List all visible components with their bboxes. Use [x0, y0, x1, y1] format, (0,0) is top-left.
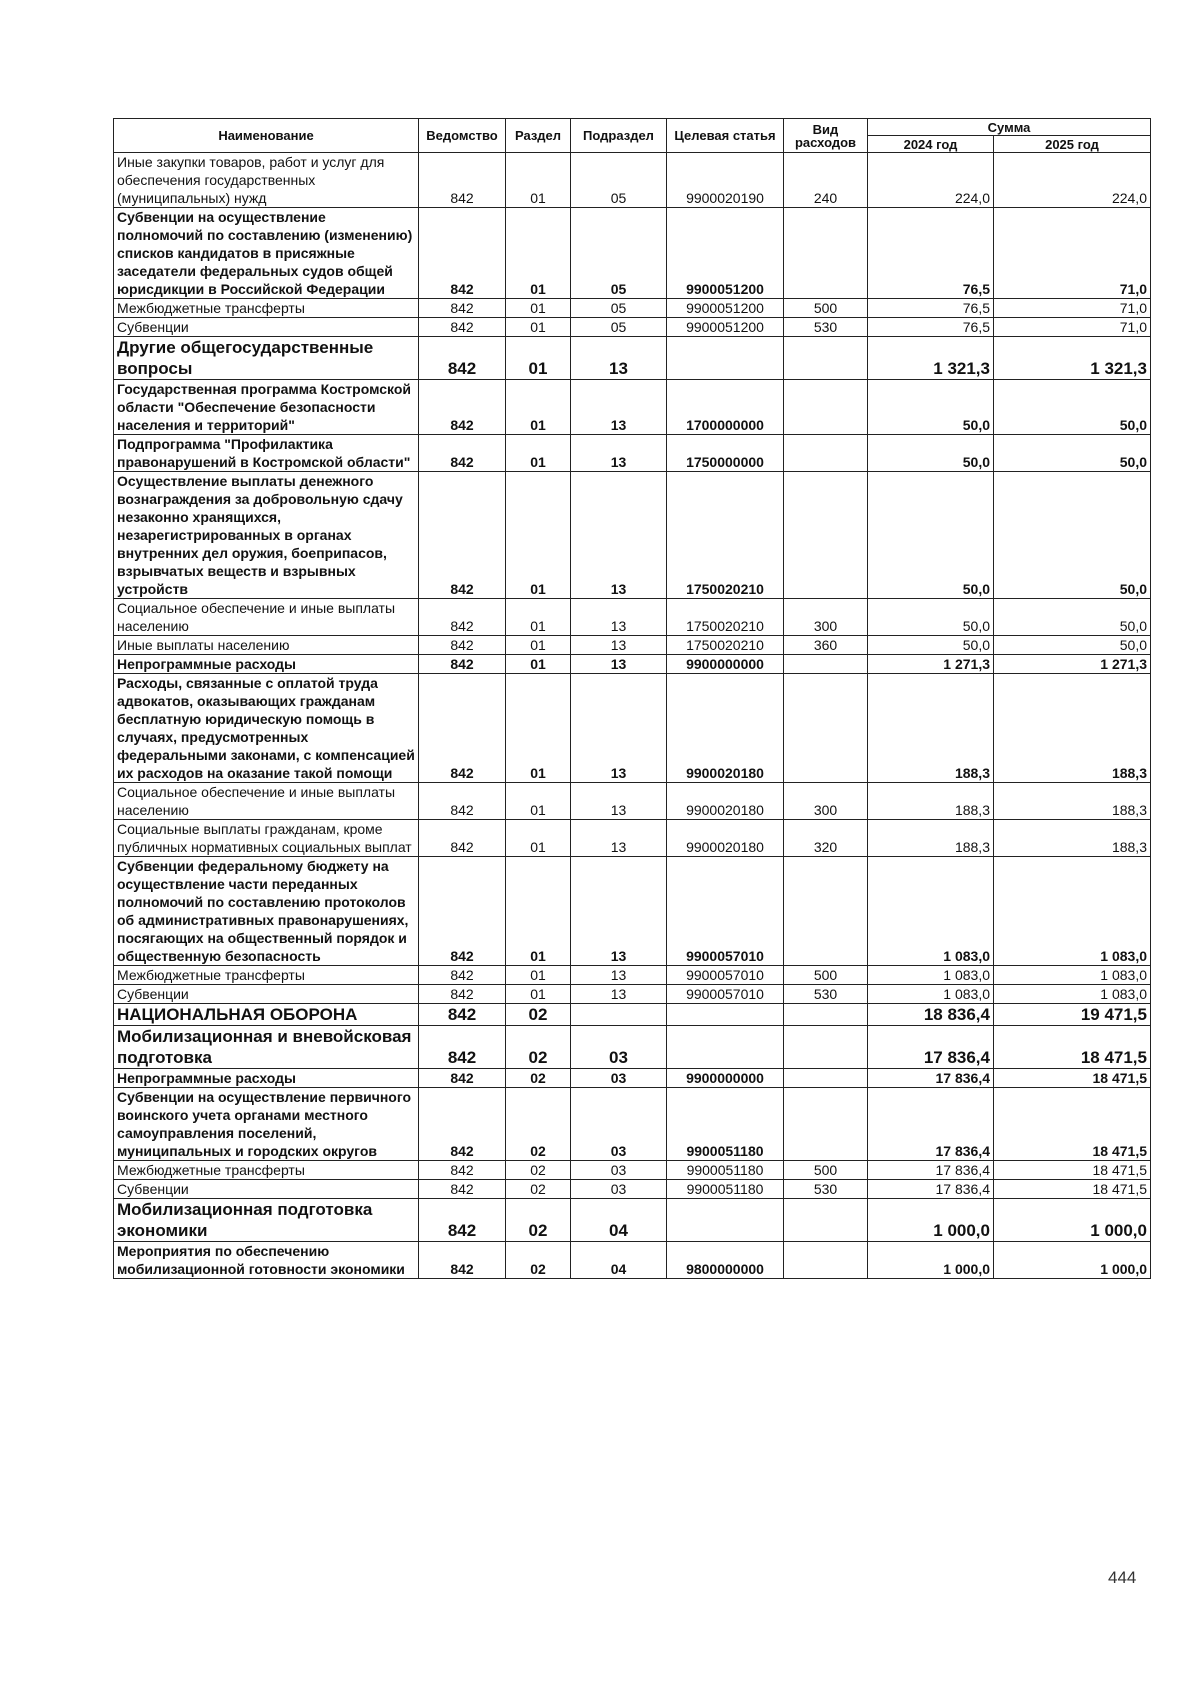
cell-razdel: 01	[506, 820, 571, 857]
cell-podrazdel: 05	[571, 208, 667, 299]
cell-sum-2024: 1 083,0	[868, 985, 994, 1004]
cell-vid-rashodov: 300	[784, 783, 868, 820]
cell-sum-2024: 50,0	[868, 599, 994, 636]
cell-name: Социальные выплаты гражданам, кроме публичных нормативных социальных выплат	[114, 820, 419, 857]
table-row	[114, 337, 1151, 380]
cell-sum-2025: 71,0	[994, 318, 1151, 337]
cell-name: Мобилизационная подготовка экономики	[114, 1199, 419, 1242]
cell-sum-2025: 50,0	[994, 472, 1151, 599]
cell-podrazdel: 05	[571, 299, 667, 318]
table-row	[114, 857, 1151, 966]
cell-sum-2024: 76,5	[868, 208, 994, 299]
cell-sum-2024: 188,3	[868, 783, 994, 820]
cell-vid-rashodov: 530	[784, 318, 868, 337]
cell-sum-2025: 50,0	[994, 380, 1151, 435]
cell-name: Мобилизационная и вневойсковая подготовка	[114, 1026, 419, 1069]
cell-name: Социальное обеспечение и иные выплаты населению	[114, 783, 419, 820]
cell-name: Межбюджетные трансферты	[114, 299, 419, 318]
cell-podrazdel: 13	[571, 655, 667, 674]
cell-podrazdel: 13	[571, 820, 667, 857]
header-vedomstvo: Ведомство	[419, 119, 506, 153]
header-celevaya-statya: Целевая статья	[667, 119, 784, 153]
cell-podrazdel: 13	[571, 674, 667, 783]
cell-sum-2025: 71,0	[994, 299, 1151, 318]
cell-podrazdel: 13	[571, 337, 667, 380]
header-year-2024: 2024 год	[868, 136, 994, 153]
table-row	[114, 985, 1151, 1004]
header-podrazdel: Подраздел	[571, 119, 667, 153]
cell-sum-2024: 1 000,0	[868, 1199, 994, 1242]
table-row	[114, 435, 1151, 472]
cell-name: Субвенции	[114, 318, 419, 337]
cell-vedomstvo: 842	[419, 1242, 506, 1279]
cell-name: Мероприятия по обеспечению мобилизационной готовности экономики	[114, 1242, 419, 1279]
cell-vid-rashodov: 320	[784, 820, 868, 857]
cell-celevaya-statya: 9900051200	[667, 318, 784, 337]
cell-vid-rashodov	[784, 1026, 868, 1069]
table-row	[114, 783, 1151, 820]
cell-sum-2024: 1 083,0	[868, 966, 994, 985]
cell-celevaya-statya: 9900057010	[667, 966, 784, 985]
cell-vedomstvo: 842	[419, 1199, 506, 1242]
cell-sum-2024: 76,5	[868, 299, 994, 318]
cell-vedomstvo: 842	[419, 153, 506, 208]
table-row	[114, 1026, 1151, 1069]
cell-vid-rashodov	[784, 1199, 868, 1242]
cell-podrazdel: 03	[571, 1180, 667, 1199]
cell-celevaya-statya: 1750000000	[667, 435, 784, 472]
cell-sum-2024: 50,0	[868, 435, 994, 472]
table-row	[114, 318, 1151, 337]
cell-name: Иные закупки товаров, работ и услуг для обеспечения государственных (муниципальных) нужд	[114, 153, 419, 208]
cell-vid-rashodov: 300	[784, 599, 868, 636]
cell-vedomstvo: 842	[419, 1088, 506, 1161]
budget-table	[113, 118, 1151, 1279]
table-row	[114, 380, 1151, 435]
cell-razdel: 01	[506, 599, 571, 636]
cell-celevaya-statya: 9900051180	[667, 1180, 784, 1199]
cell-podrazdel: 04	[571, 1199, 667, 1242]
cell-razdel: 01	[506, 966, 571, 985]
cell-sum-2024: 188,3	[868, 820, 994, 857]
cell-vedomstvo: 842	[419, 783, 506, 820]
cell-vid-rashodov: 500	[784, 1161, 868, 1180]
cell-razdel: 01	[506, 636, 571, 655]
cell-sum-2025: 18 471,5	[994, 1026, 1151, 1069]
cell-name: Государственная программа Костромской области "Обеспечение безопасности населения и территорий"	[114, 380, 419, 435]
cell-sum-2024: 17 836,4	[868, 1161, 994, 1180]
header-year-2025: 2025 год	[994, 136, 1151, 153]
cell-sum-2025: 71,0	[994, 208, 1151, 299]
cell-sum-2024: 50,0	[868, 636, 994, 655]
cell-razdel: 02	[506, 1199, 571, 1242]
cell-sum-2025: 50,0	[994, 599, 1151, 636]
cell-name: Субвенции на осуществление первичного воинского учета органами местного самоуправления поселений, муниципальных и городских округов	[114, 1088, 419, 1161]
cell-razdel: 01	[506, 783, 571, 820]
cell-razdel: 01	[506, 318, 571, 337]
cell-vid-rashodov	[784, 1004, 868, 1026]
cell-sum-2024: 17 836,4	[868, 1180, 994, 1199]
cell-razdel: 01	[506, 655, 571, 674]
cell-sum-2024: 1 271,3	[868, 655, 994, 674]
cell-podrazdel: 03	[571, 1026, 667, 1069]
cell-vid-rashodov	[784, 655, 868, 674]
cell-name: Иные выплаты населению	[114, 636, 419, 655]
cell-vedomstvo: 842	[419, 208, 506, 299]
cell-name: Субвенции федеральному бюджету на осуществление части переданных полномочий по составлению протоколов об административных правонарушениях, посягающих на общественный порядок и общественную безопасность	[114, 857, 419, 966]
cell-sum-2024: 17 836,4	[868, 1069, 994, 1088]
cell-razdel: 01	[506, 472, 571, 599]
cell-vedomstvo: 842	[419, 1180, 506, 1199]
cell-sum-2024: 1 083,0	[868, 857, 994, 966]
cell-name: Расходы, связанные с оплатой труда адвокатов, оказывающих гражданам бесплатную юридическую помощь в случаях, предусмотренных федеральными законами, с компенсацией их расходов на оказание такой помощи	[114, 674, 419, 783]
cell-celevaya-statya: 9900020180	[667, 674, 784, 783]
cell-vid-rashodov	[784, 472, 868, 599]
cell-vedomstvo: 842	[419, 636, 506, 655]
cell-name: Непрограммные расходы	[114, 655, 419, 674]
cell-podrazdel: 03	[571, 1088, 667, 1161]
cell-razdel: 01	[506, 674, 571, 783]
cell-sum-2025: 1 321,3	[994, 337, 1151, 380]
cell-vid-rashodov: 530	[784, 985, 868, 1004]
cell-razdel: 01	[506, 435, 571, 472]
cell-podrazdel: 04	[571, 1242, 667, 1279]
cell-podrazdel: 05	[571, 153, 667, 208]
cell-name: Непрограммные расходы	[114, 1069, 419, 1088]
table-row	[114, 636, 1151, 655]
cell-vid-rashodov	[784, 435, 868, 472]
cell-vedomstvo: 842	[419, 655, 506, 674]
cell-celevaya-statya: 9900057010	[667, 857, 784, 966]
cell-celevaya-statya: 1750020210	[667, 472, 784, 599]
cell-vedomstvo: 842	[419, 1026, 506, 1069]
table-row	[114, 1199, 1151, 1242]
cell-sum-2025: 1 000,0	[994, 1242, 1151, 1279]
cell-sum-2024: 1 321,3	[868, 337, 994, 380]
cell-vedomstvo: 842	[419, 857, 506, 966]
cell-vid-rashodov	[784, 1088, 868, 1161]
cell-celevaya-statya: 9900051200	[667, 208, 784, 299]
cell-name: Межбюджетные трансферты	[114, 966, 419, 985]
cell-podrazdel	[571, 1004, 667, 1026]
cell-vid-rashodov	[784, 674, 868, 783]
table-row	[114, 599, 1151, 636]
cell-podrazdel: 13	[571, 599, 667, 636]
cell-sum-2025: 188,3	[994, 783, 1151, 820]
cell-razdel: 02	[506, 1180, 571, 1199]
table-header	[114, 119, 1151, 153]
table-row	[114, 674, 1151, 783]
cell-podrazdel: 05	[571, 318, 667, 337]
cell-sum-2025: 50,0	[994, 435, 1151, 472]
cell-podrazdel: 13	[571, 472, 667, 599]
cell-podrazdel: 03	[571, 1161, 667, 1180]
cell-razdel: 01	[506, 337, 571, 380]
cell-vedomstvo: 842	[419, 1069, 506, 1088]
cell-vid-rashodov: 500	[784, 299, 868, 318]
cell-vid-rashodov: 530	[784, 1180, 868, 1199]
table-row	[114, 966, 1151, 985]
cell-celevaya-statya: 9900020180	[667, 820, 784, 857]
cell-celevaya-statya: 1750020210	[667, 599, 784, 636]
cell-name: Субвенции на осуществление полномочий по составлению (изменению) списков кандидатов в присяжные заседатели федеральных судов общей юрисдикции в Российской Федерации	[114, 208, 419, 299]
cell-podrazdel: 13	[571, 783, 667, 820]
table-row	[114, 1004, 1151, 1026]
cell-vid-rashodov	[784, 337, 868, 380]
cell-sum-2024: 17 836,4	[868, 1026, 994, 1069]
cell-celevaya-statya: 9900000000	[667, 655, 784, 674]
cell-vid-rashodov	[784, 857, 868, 966]
cell-vid-rashodov: 240	[784, 153, 868, 208]
cell-sum-2025: 18 471,5	[994, 1088, 1151, 1161]
table-row	[114, 1069, 1151, 1088]
cell-razdel: 02	[506, 1069, 571, 1088]
cell-celevaya-statya	[667, 1026, 784, 1069]
cell-vedomstvo: 842	[419, 966, 506, 985]
cell-celevaya-statya: 9900051200	[667, 299, 784, 318]
cell-sum-2025: 1 000,0	[994, 1199, 1151, 1242]
cell-vedomstvo: 842	[419, 820, 506, 857]
cell-name: Субвенции	[114, 1180, 419, 1199]
cell-name: Субвенции	[114, 985, 419, 1004]
cell-razdel: 02	[506, 1161, 571, 1180]
cell-celevaya-statya: 9900057010	[667, 985, 784, 1004]
cell-sum-2025: 18 471,5	[994, 1180, 1151, 1199]
cell-vedomstvo: 842	[419, 1161, 506, 1180]
cell-sum-2025: 188,3	[994, 674, 1151, 783]
table-body	[114, 153, 1151, 1279]
cell-sum-2025: 188,3	[994, 820, 1151, 857]
cell-razdel: 02	[506, 1088, 571, 1161]
table-row	[114, 1088, 1151, 1161]
cell-podrazdel: 13	[571, 380, 667, 435]
cell-vedomstvo: 842	[419, 435, 506, 472]
cell-vedomstvo: 842	[419, 674, 506, 783]
cell-sum-2024: 50,0	[868, 472, 994, 599]
table-row	[114, 153, 1151, 208]
cell-sum-2024: 18 836,4	[868, 1004, 994, 1026]
table-row	[114, 655, 1151, 674]
table-row	[114, 472, 1151, 599]
cell-podrazdel: 13	[571, 966, 667, 985]
table-row	[114, 1180, 1151, 1199]
cell-name: Межбюджетные трансферты	[114, 1161, 419, 1180]
table-row	[114, 1242, 1151, 1279]
cell-razdel: 01	[506, 380, 571, 435]
cell-celevaya-statya	[667, 337, 784, 380]
cell-celevaya-statya	[667, 1004, 784, 1026]
cell-vid-rashodov: 500	[784, 966, 868, 985]
cell-vedomstvo: 842	[419, 337, 506, 380]
cell-celevaya-statya: 9900020190	[667, 153, 784, 208]
cell-sum-2024: 17 836,4	[868, 1088, 994, 1161]
cell-sum-2024: 1 000,0	[868, 1242, 994, 1279]
cell-sum-2025: 1 271,3	[994, 655, 1151, 674]
cell-razdel: 02	[506, 1026, 571, 1069]
cell-name: Социальное обеспечение и иные выплаты населению	[114, 599, 419, 636]
cell-vedomstvo: 842	[419, 1004, 506, 1026]
cell-celevaya-statya: 9900000000	[667, 1069, 784, 1088]
header-vid-rashodov: Вид расходов	[784, 119, 868, 153]
cell-vedomstvo: 842	[419, 985, 506, 1004]
cell-vedomstvo: 842	[419, 318, 506, 337]
cell-razdel: 01	[506, 857, 571, 966]
cell-sum-2025: 50,0	[994, 636, 1151, 655]
cell-vedomstvo: 842	[419, 299, 506, 318]
cell-sum-2024: 76,5	[868, 318, 994, 337]
cell-sum-2025: 18 471,5	[994, 1069, 1151, 1088]
cell-name: Подпрограмма "Профилактика правонарушений в Костромской области"	[114, 435, 419, 472]
cell-sum-2024: 224,0	[868, 153, 994, 208]
cell-podrazdel: 13	[571, 985, 667, 1004]
cell-sum-2025: 1 083,0	[994, 857, 1151, 966]
cell-sum-2025: 18 471,5	[994, 1161, 1151, 1180]
cell-vedomstvo: 842	[419, 380, 506, 435]
table-row	[114, 1161, 1151, 1180]
table-row	[114, 820, 1151, 857]
cell-podrazdel: 13	[571, 857, 667, 966]
cell-sum-2024: 50,0	[868, 380, 994, 435]
cell-name: Осуществление выплаты денежного вознаграждения за добровольную сдачу незаконно хранящихся, незарегистрированных в органах внутренних дел оружия, боеприпасов, взрывчатых веществ и взрывных устройств	[114, 472, 419, 599]
cell-vedomstvo: 842	[419, 472, 506, 599]
cell-podrazdel: 13	[571, 636, 667, 655]
cell-celevaya-statya: 1700000000	[667, 380, 784, 435]
cell-vid-rashodov: 360	[784, 636, 868, 655]
cell-vid-rashodov	[784, 380, 868, 435]
cell-razdel: 02	[506, 1004, 571, 1026]
cell-name: Другие общегосударственные вопросы	[114, 337, 419, 380]
cell-razdel: 01	[506, 985, 571, 1004]
cell-podrazdel: 03	[571, 1069, 667, 1088]
header-name: Наименование	[114, 119, 419, 153]
cell-celevaya-statya: 9900051180	[667, 1161, 784, 1180]
cell-celevaya-statya: 9900051180	[667, 1088, 784, 1161]
cell-podrazdel: 13	[571, 435, 667, 472]
cell-name: НАЦИОНАЛЬНАЯ ОБОРОНА	[114, 1004, 419, 1026]
cell-vid-rashodov	[784, 1242, 868, 1279]
cell-sum-2025: 224,0	[994, 153, 1151, 208]
cell-celevaya-statya: 1750020210	[667, 636, 784, 655]
cell-vid-rashodov	[784, 1069, 868, 1088]
cell-sum-2025: 1 083,0	[994, 985, 1151, 1004]
table-row	[114, 208, 1151, 299]
cell-celevaya-statya: 9900020180	[667, 783, 784, 820]
cell-sum-2024: 188,3	[868, 674, 994, 783]
cell-sum-2025: 19 471,5	[994, 1004, 1151, 1026]
table-row	[114, 299, 1151, 318]
cell-celevaya-statya: 9800000000	[667, 1242, 784, 1279]
cell-razdel: 01	[506, 153, 571, 208]
cell-vedomstvo: 842	[419, 599, 506, 636]
cell-celevaya-statya	[667, 1199, 784, 1242]
header-summa: Сумма	[868, 119, 1151, 136]
cell-sum-2025: 1 083,0	[994, 966, 1151, 985]
cell-vid-rashodov	[784, 208, 868, 299]
page-number: 444	[1108, 1568, 1137, 1587]
cell-razdel: 02	[506, 1242, 571, 1279]
cell-razdel: 01	[506, 299, 571, 318]
header-razdel: Раздел	[506, 119, 571, 153]
cell-razdel: 01	[506, 208, 571, 299]
